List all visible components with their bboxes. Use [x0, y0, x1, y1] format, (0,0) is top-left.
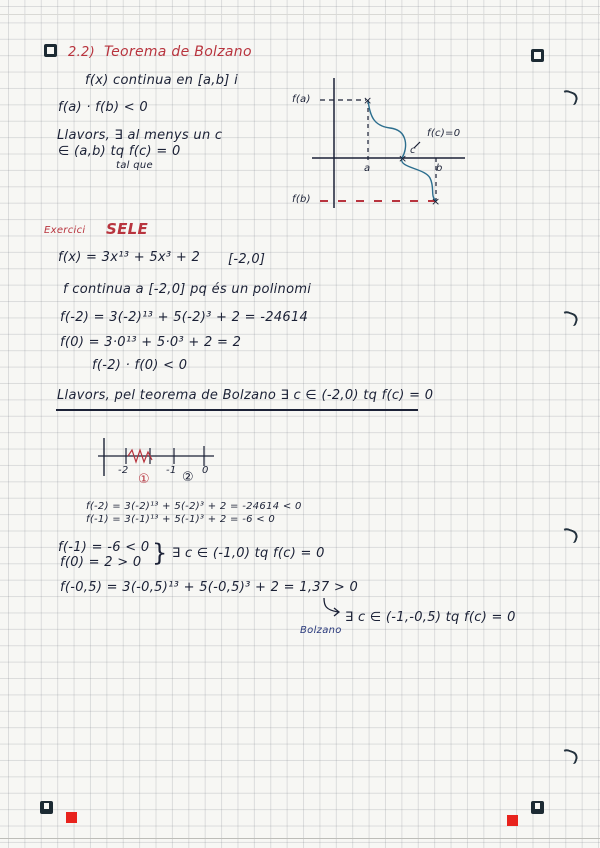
corner-marker-icon [531, 49, 544, 62]
theorem-line-2: f(a) · f(b) < 0 [58, 100, 148, 115]
step-3b: f(0) = 2 > 0 [60, 555, 142, 570]
binder-ring-icon [558, 309, 579, 326]
corner-marker-icon [44, 44, 57, 57]
step-2: f(-1) = 3(-1)¹³ + 5(-1)³ + 2 = -6 < 0 [86, 514, 276, 525]
theorem-line-4: ∈ (a,b) tq f(c) = 0 [58, 144, 181, 159]
arrow-icon [318, 596, 348, 622]
section-number: 2.2) [68, 45, 95, 60]
continuity-statement: f continua a [-2,0] pq és un polinomi [63, 282, 312, 297]
corner-marker-icon [40, 801, 53, 814]
step-5-note: Bolzano [300, 625, 342, 636]
graph-label-fa: f(a) [292, 94, 311, 105]
graph-label-b: b [436, 163, 443, 174]
numberline-label-minus-1: -1 [166, 465, 177, 476]
bottom-margin-line [0, 838, 600, 839]
step-4: f(-0,5) = 3(-0,5)¹³ + 5(-0,5)³ + 2 = 1,37 > 0 [60, 580, 359, 595]
binder-ring-icon [558, 747, 579, 764]
step-3a: f(-1) = -6 < 0 [58, 540, 150, 555]
brace-symbol: } [152, 539, 168, 567]
bolzano-graph [290, 78, 470, 213]
svg-text:×: × [398, 152, 408, 165]
numberline-mark-2: ② [182, 470, 194, 485]
graph-label-fb: f(b) [292, 194, 311, 205]
f-at-minus-2: f(-2) = 3(-2)¹³ + 5(-2)³ + 2 = -24614 [60, 310, 309, 325]
theorem-line-1: f(x) continua en [a,b] i [85, 73, 238, 88]
product-sign: f(-2) · f(0) < 0 [92, 358, 188, 373]
function-interval: [-2,0] [228, 252, 266, 267]
numberline-label-zero: 0 [202, 465, 209, 476]
number-line [98, 432, 218, 484]
svg-text:×: × [431, 195, 441, 208]
svg-text:×: × [363, 94, 373, 107]
section-title: Teorema de Bolzano [104, 44, 252, 60]
graph-label-fc: f(c)=0 [427, 128, 461, 139]
theorem-line-3: Llavors, ∃ al menys un c [57, 128, 223, 143]
binder-ring-icon [558, 88, 579, 105]
graph-label-a: a [364, 163, 371, 174]
step-5: ∃ c ∈ (-1,-0,5) tq f(c) = 0 [345, 610, 516, 625]
f-at-0: f(0) = 3·0¹³ + 5·0³ + 2 = 2 [60, 335, 242, 350]
corner-marker-icon [531, 801, 544, 814]
exercise-label: Exercici [44, 225, 86, 236]
graph-label-c: c [410, 145, 416, 156]
theorem-line-5: tal que [116, 160, 153, 171]
conclusion-underline [56, 409, 418, 411]
step-3c: ∃ c ∈ (-1,0) tq f(c) = 0 [172, 546, 325, 561]
bolzano-conclusion: Llavors, pel teorema de Bolzano ∃ c ∈ (-2,0) tq f(c) = 0 [57, 388, 434, 403]
function-definition: f(x) = 3x¹³ + 5x³ + 2 [58, 250, 201, 265]
red-square-icon [507, 815, 518, 826]
step-1: f(-2) = 3(-2)¹³ + 5(-2)³ + 2 = -24614 < 0 [86, 501, 302, 512]
binder-ring-icon [558, 526, 579, 543]
top-margin-line [0, 14, 600, 15]
numberline-label-minus-2: -2 [118, 465, 129, 476]
red-square-icon [66, 812, 77, 823]
numberline-mark-1: ① [138, 472, 150, 487]
exercise-tag: SELE [106, 220, 149, 238]
